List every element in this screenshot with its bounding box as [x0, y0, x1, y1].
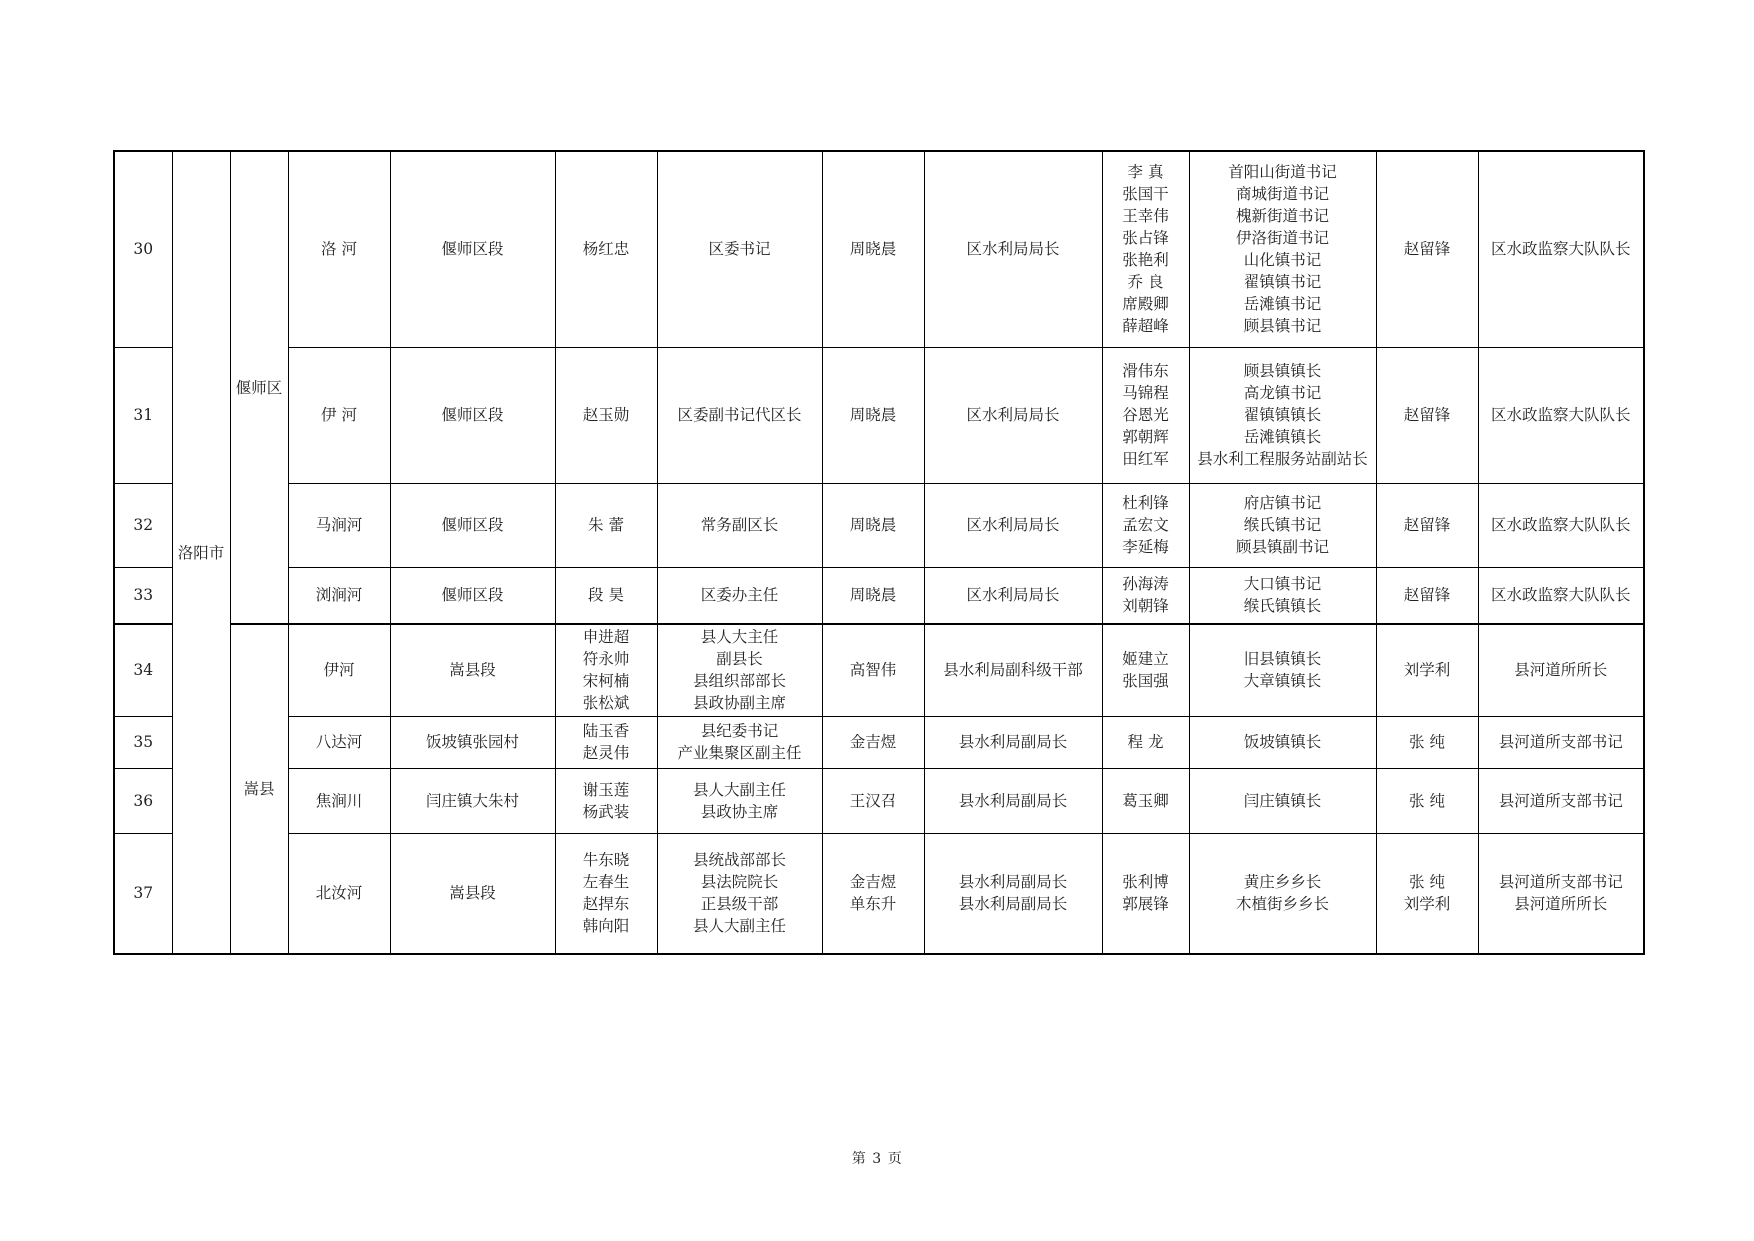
- river-section: 偃师区段: [390, 151, 555, 347]
- river-section: 嵩县段: [390, 624, 555, 716]
- contact-name: 王汉召: [822, 768, 924, 833]
- town-chief-names: 姬建立 张国强: [1102, 624, 1189, 716]
- supervisor-name: 赵留锋: [1376, 347, 1478, 483]
- river-name: 焦涧川: [288, 768, 390, 833]
- river-chief-table: [113, 150, 1645, 955]
- town-chief-titles: 顾县镇镇长 高龙镇书记 翟镇镇镇长 岳滩镇镇长 县水利工程服务站副站长: [1189, 347, 1376, 483]
- district-cell: 嵩县: [230, 624, 288, 954]
- contact-name: 周晓晨: [822, 567, 924, 624]
- river-section: 闫庄镇大朱村: [390, 768, 555, 833]
- table-row: [114, 768, 1644, 833]
- contact-name: 周晓晨: [822, 347, 924, 483]
- supervisor-name: 赵留锋: [1376, 567, 1478, 624]
- supervisor-title: 区水政监察大队队长: [1478, 151, 1644, 347]
- supervisor-name: 张 纯: [1376, 768, 1478, 833]
- river-name: 伊河: [288, 624, 390, 716]
- district-cell: 偃师区: [230, 151, 288, 624]
- river-chief-title: 区委办主任: [657, 567, 822, 624]
- river-name: 八达河: [288, 716, 390, 768]
- town-chief-titles: 饭坡镇镇长: [1189, 716, 1376, 768]
- river-name: 北汝河: [288, 833, 390, 954]
- town-chief-titles: 府店镇书记 缑氏镇书记 顾县镇副书记: [1189, 483, 1376, 567]
- river-section: 偃师区段: [390, 567, 555, 624]
- page-prefix: 第: [851, 1151, 867, 1167]
- river-chief-title: 县统战部部长 县法院院长 正县级干部 县人大副主任: [657, 833, 822, 954]
- contact-title: 区水利局局长: [924, 347, 1102, 483]
- contact-title: 县水利局副局长 县水利局副局长: [924, 833, 1102, 954]
- river-name: 洛 河: [288, 151, 390, 347]
- table-row: [114, 483, 1644, 567]
- contact-name: 周晓晨: [822, 483, 924, 567]
- river-name: 马涧河: [288, 483, 390, 567]
- table-row: [114, 151, 1644, 347]
- table-row: [114, 624, 1644, 716]
- river-chief-title: 县人大副主任 县政协主席: [657, 768, 822, 833]
- river-chief-name: 段 昊: [555, 567, 657, 624]
- supervisor-name: 刘学利: [1376, 624, 1478, 716]
- town-chief-titles: 首阳山街道书记 商城街道书记 槐新街道书记 伊洛街道书记 山化镇书记 翟镇镇书记 岳滩镇书记 顾县镇书记: [1189, 151, 1376, 347]
- supervisor-name: 赵留锋: [1376, 483, 1478, 567]
- town-chief-names: 滑伟东 马锦程 谷恩光 郭朝辉 田红军: [1102, 347, 1189, 483]
- river-chief-title: 县人大主任 副县长 县组织部部长 县政协副主席: [657, 624, 822, 716]
- river-section: 嵩县段: [390, 833, 555, 954]
- row-number: 33: [114, 567, 172, 624]
- row-number: 34: [114, 624, 172, 716]
- river-chief-name: 陆玉香 赵灵伟: [555, 716, 657, 768]
- city-cell: 洛阳市: [172, 151, 230, 954]
- contact-title: 区水利局局长: [924, 151, 1102, 347]
- supervisor-title: 区水政监察大队队长: [1478, 567, 1644, 624]
- town-chief-titles: 旧县镇镇长 大章镇镇长: [1189, 624, 1376, 716]
- supervisor-title: 县河道所所长: [1478, 624, 1644, 716]
- supervisor-title: 县河道所支部书记 县河道所所长: [1478, 833, 1644, 954]
- river-chief-name: 谢玉莲 杨武装: [555, 768, 657, 833]
- row-number: 30: [114, 151, 172, 347]
- town-chief-titles: 大口镇书记 缑氏镇镇长: [1189, 567, 1376, 624]
- town-chief-names: 葛玉卿: [1102, 768, 1189, 833]
- contact-name: 周晓晨: [822, 151, 924, 347]
- page-suffix: 页: [887, 1151, 903, 1167]
- river-name: 伊 河: [288, 347, 390, 483]
- river-chief-title: 区委副书记代区长: [657, 347, 822, 483]
- supervisor-name: 张 纯 刘学利: [1376, 833, 1478, 954]
- supervisor-name: 赵留锋: [1376, 151, 1478, 347]
- river-chief-title: 常务副区长: [657, 483, 822, 567]
- contact-title: 县水利局副局长: [924, 716, 1102, 768]
- row-number: 36: [114, 768, 172, 833]
- contact-title: 县水利局副科级干部: [924, 624, 1102, 716]
- river-section: 偃师区段: [390, 347, 555, 483]
- table-row: [114, 716, 1644, 768]
- town-chief-names: 杜利锋 孟宏文 李延梅: [1102, 483, 1189, 567]
- supervisor-title: 区水政监察大队队长: [1478, 483, 1644, 567]
- contact-name: 高智伟: [822, 624, 924, 716]
- supervisor-title: 县河道所支部书记: [1478, 716, 1644, 768]
- town-chief-names: 张利博 郭展锋: [1102, 833, 1189, 954]
- river-section: 饭坡镇张园村: [390, 716, 555, 768]
- river-chief-name: 朱 蕾: [555, 483, 657, 567]
- river-chief-name: 申进超 符永帅 宋柯楠 张松斌: [555, 624, 657, 716]
- river-chief-name: 杨红忠: [555, 151, 657, 347]
- town-chief-names: 李 真 张国干 王幸伟 张占锋 张艳利 乔 良 席殿卿 薛超峰: [1102, 151, 1189, 347]
- town-chief-names: 孙海涛 刘朝锋: [1102, 567, 1189, 624]
- contact-name: 金吉煜: [822, 716, 924, 768]
- supervisor-name: 张 纯: [1376, 716, 1478, 768]
- supervisor-title: 县河道所支部书记: [1478, 768, 1644, 833]
- river-chief-title: 县纪委书记 产业集聚区副主任: [657, 716, 822, 768]
- river-chief-name: 牛东晓 左春生 赵捍东 韩向阳: [555, 833, 657, 954]
- town-chief-names: 程 龙: [1102, 716, 1189, 768]
- supervisor-title: 区水政监察大队队长: [1478, 347, 1644, 483]
- row-number: 37: [114, 833, 172, 954]
- row-number: 35: [114, 716, 172, 768]
- contact-title: 区水利局局长: [924, 483, 1102, 567]
- contact-title: 县水利局副局长: [924, 768, 1102, 833]
- row-number: 32: [114, 483, 172, 567]
- table-row: [114, 833, 1644, 954]
- row-number: 31: [114, 347, 172, 483]
- town-chief-titles: 闫庄镇镇长: [1189, 768, 1376, 833]
- page-number: [0, 1148, 1754, 1168]
- river-chief-name: 赵玉勋: [555, 347, 657, 483]
- page-number-value: 3: [872, 1151, 882, 1167]
- river-chief-title: 区委书记: [657, 151, 822, 347]
- contact-name: 金吉煜 单东升: [822, 833, 924, 954]
- river-section: 偃师区段: [390, 483, 555, 567]
- town-chief-titles: 黄庄乡乡长 木植街乡乡长: [1189, 833, 1376, 954]
- table-row: [114, 567, 1644, 624]
- table-row: [114, 347, 1644, 483]
- river-name: 浏涧河: [288, 567, 390, 624]
- contact-title: 区水利局局长: [924, 567, 1102, 624]
